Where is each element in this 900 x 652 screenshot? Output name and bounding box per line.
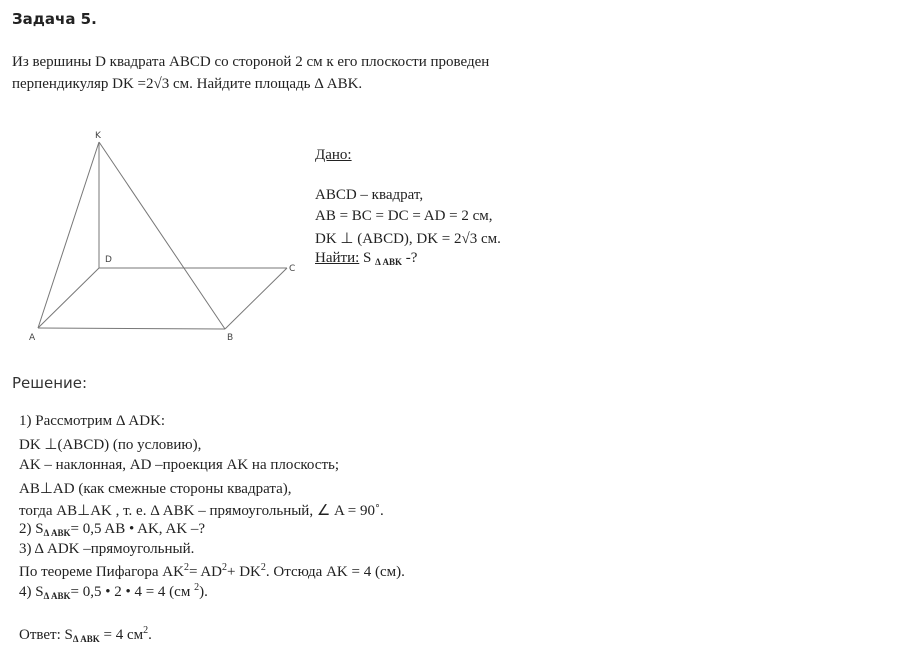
label-B: B xyxy=(227,333,234,343)
solution-line-3: AK – наклонная, AD –проекция AK на плоскость; xyxy=(19,457,340,473)
answer-line: Ответ: $S_{\Delta ABK} = 4$ $см^2$. xyxy=(19,625,152,644)
edge-AB xyxy=(38,328,225,329)
given-line-2: AB = BC = DC = AD = 2 см, xyxy=(315,208,493,224)
condition-line-2: перпендикуляр DK =2√3 см. Найдите площадь Δ ABK. xyxy=(12,76,363,92)
given-line-1: ABCD – квадрат, xyxy=(315,187,424,203)
edge-KB xyxy=(99,142,225,329)
solution-heading: Решение: xyxy=(12,374,88,392)
solution-step-2: 2) $S_{\Delta ABK}= 0,5$ AB • AK, AK –? xyxy=(19,521,206,538)
edge-BC xyxy=(225,268,287,329)
find-label: Найти: xyxy=(315,250,360,266)
task-title: Задача 5. xyxy=(12,10,97,28)
geometry-figure xyxy=(25,126,305,351)
label-C: C xyxy=(289,264,296,274)
solution-line-4: AB⊥AD (как смежные стороны квадрата), xyxy=(19,481,292,497)
solution-pythagoras: По теореме Пифагора $AK^2= AD^2+ DK^2$. Отсюда AK = 4 (см). xyxy=(19,562,405,580)
find-line: Найти: S $_{\Delta ABK}$ -? xyxy=(315,250,418,267)
given-line-3: DK ⊥ (ABCD), DK = 2√3 см. xyxy=(315,231,501,247)
edge-KA xyxy=(38,142,99,328)
condition-line-1: Из вершины D квадрата ABCD со стороной 2 см к его плоскости проведен xyxy=(12,54,490,70)
solution-step-3: 3) Δ ADK –прямоугольный. xyxy=(19,541,195,557)
solution-step-4: 4) $S_{\Delta ABK}= 0,5$ • 2 • 4 = 4 (см $^2$). xyxy=(19,582,208,601)
label-A: A xyxy=(29,333,36,343)
edge-DA xyxy=(38,268,99,328)
label-D: D xyxy=(105,255,112,265)
given-heading: Дано: xyxy=(315,147,352,163)
label-K: K xyxy=(95,131,101,141)
solution-step-1: 1) Рассмотрим Δ ADK: xyxy=(19,413,166,429)
solution-line-5: тогда AB⊥AK , т. е. Δ ABK – прямоугольный, ∠ A = 90˚. xyxy=(19,503,384,519)
solution-line-2: DK ⊥(ABCD) (по условию), xyxy=(19,437,202,453)
